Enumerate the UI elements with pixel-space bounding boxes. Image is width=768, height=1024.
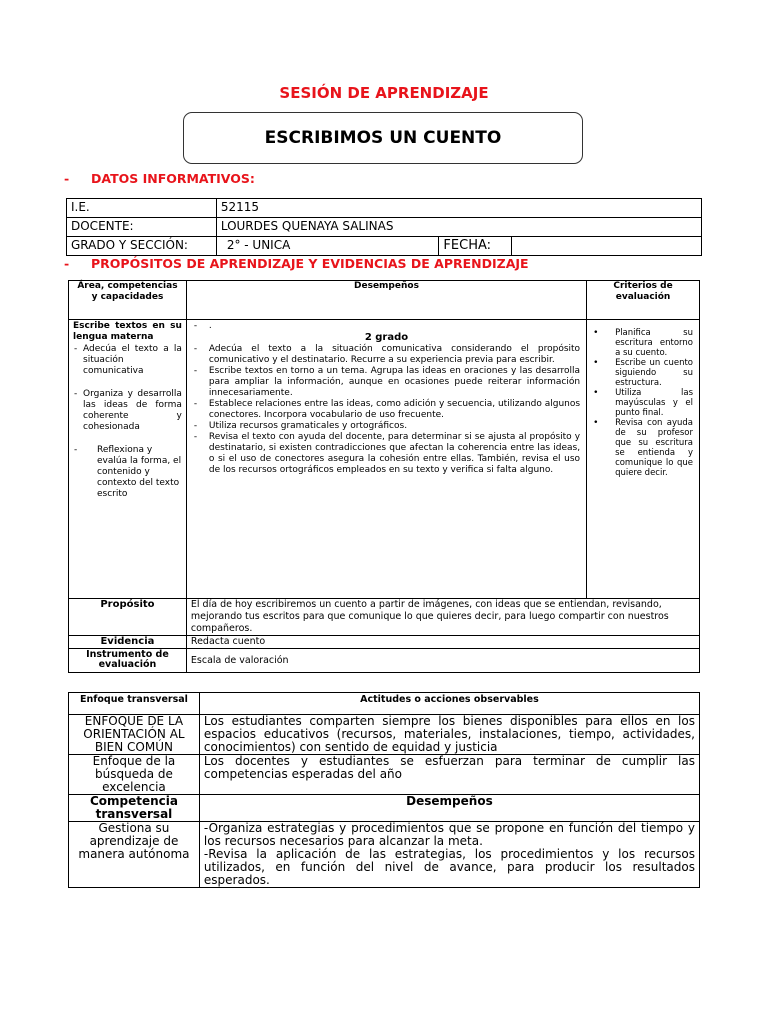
- ie-value: 52115: [216, 199, 701, 218]
- table-header-row: [69, 281, 700, 320]
- col-actitudes: Actitudes o acciones observables: [199, 693, 699, 715]
- list-item: - Adecúa el texto a la situación comunicativa considerando el propósito comunicativo y el destinatario. Recurre a su experiencia previa para escribir.: [193, 344, 580, 366]
- list-item: • Planifica su escritura entorno a su cuento.: [589, 328, 693, 358]
- table-row: [69, 320, 700, 599]
- desempeno-line: -Revisa la aplicación de las estrategias, los procedimientos y los recursos utilizados, en función del nivel de avance, para producir los resultados esperados.: [203, 847, 695, 887]
- grado-heading: 2 grado: [364, 332, 409, 343]
- table-row: [69, 715, 700, 755]
- session-title: SESIÓN DE APRENDIZAJE: [279, 84, 489, 102]
- main-title: ESCRIBIMOS UN CUENTO: [264, 128, 502, 148]
- grado-label: GRADO Y SECCIÓN:: [67, 237, 217, 256]
- competencia-value: Gestiona su aprendizaje de manera autónoma: [69, 822, 200, 888]
- enfoque-actitud: Los docentes y estudiantes se esfuerzan para terminar de cumplir las competencias esperadas del año: [199, 755, 699, 795]
- criterios-cell: [587, 320, 700, 599]
- list-item: - Establece relaciones entre las ideas, como adición y secuencia, utilizando algunos conectores. Incorpora vocabulario de uso frecuente.: [193, 399, 580, 421]
- col-criterios: Criterios de evaluación: [587, 281, 700, 320]
- col-enfoque: Enfoque transversal: [69, 693, 200, 715]
- list-item: - Reflexiona y evalúa la forma, el contenido y contexto del texto escrito: [73, 445, 182, 500]
- desempenos-list: [193, 344, 580, 476]
- table-row: [69, 822, 700, 888]
- ie-label: I.E.: [67, 199, 217, 218]
- table-header-row: [69, 795, 700, 822]
- proposito-label: Propósito: [69, 599, 187, 636]
- fecha-label: FECHA:: [439, 237, 512, 256]
- fecha-value: [512, 237, 702, 256]
- propositos-heading-dash: -: [64, 256, 70, 271]
- table-row: [69, 636, 700, 649]
- evidencia-label: Evidencia: [69, 636, 187, 649]
- competencia-desempenos: [199, 822, 699, 888]
- col-area: Área, competencias y capacidades: [69, 281, 187, 320]
- table-row: [67, 218, 702, 237]
- list-item: • Revisa con ayuda de su profesor que su escritura se entienda y comunique lo que quiere decir.: [589, 418, 693, 478]
- enfoque-actitud: Los estudiantes comparten siempre los bienes disponibles para ellos en los espacios educativos (recursos, materiales, instalaciones, tiempo, actividades, conocimientos) con sentido de equidad y justicia: [199, 715, 699, 755]
- grado-value: 2° - UNICA: [216, 237, 439, 256]
- desempenos-cell: [186, 320, 586, 599]
- docente-label: DOCENTE:: [67, 218, 217, 237]
- datos-heading-dash: -: [64, 171, 70, 186]
- enfoque-name: ENFOQUE DE LA ORIENTACIÓN AL BIEN COMÚN: [69, 715, 200, 755]
- propositos-heading-text: PROPÓSITOS DE APRENDIZAJE Y EVIDENCIAS DE APRENDIZAJE: [91, 256, 529, 271]
- table-row: [69, 649, 700, 673]
- col-desempenos: Desempeños: [186, 281, 586, 320]
- enfoque-name: Enfoque de la búsqueda de excelencia: [69, 755, 200, 795]
- enfoques-table: [68, 692, 700, 888]
- table-row: [69, 755, 700, 795]
- list-item: • Utiliza las mayúsculas y el punto final.: [589, 388, 693, 418]
- area-cell: [69, 320, 187, 599]
- instrumento-label: Instrumento de evaluación: [69, 649, 187, 673]
- datos-table: [66, 198, 702, 256]
- capacidades-list: [73, 344, 182, 500]
- table-row: [67, 199, 702, 218]
- table-header-row: [69, 693, 700, 715]
- list-item: - Utiliza recursos gramaticales y ortográficos.: [193, 421, 580, 432]
- datos-heading: [64, 171, 255, 186]
- proposito-value: El día de hoy escribiremos un cuento a partir de imágenes, con ideas que se entiendan, revisando, mejorando tus escritos para que comunique lo que quieres decir, para luego compartir con nuestros compañeros.: [186, 599, 699, 636]
- col-competencia: Competencia transversal: [69, 795, 200, 822]
- desempeno-first-list: [193, 321, 580, 332]
- list-item: - Organiza y desarrolla las ideas de forma coherente y cohesionada: [73, 389, 182, 433]
- propositos-table: [68, 280, 700, 673]
- list-item: • Escribe un cuento siguiendo su estructura.: [589, 358, 693, 388]
- main-title-box: [183, 112, 583, 164]
- instrumento-value: Escala de valoración: [186, 649, 699, 673]
- list-item: - Revisa el texto con ayuda del docente, para determinar si se ajusta al propósito y destinatario, si existen contradicciones que afectan la coherencia entre las ideas, o si el uso de conectores asegura la cohesión entre ellas. También, revisa el uso de los recursos ortográficos empleados en su texto y verifica si falta alguno.: [193, 432, 580, 476]
- table-row: [69, 599, 700, 636]
- criterios-list: [589, 328, 693, 478]
- competencia-name: Escribe textos en su lengua materna: [73, 321, 182, 342]
- docente-value: LOURDES QUENAYA SALINAS: [216, 218, 701, 237]
- list-item: - Adecúa el texto a la situación comunicativa: [73, 344, 182, 377]
- col-desempenos-2: Desempeños: [199, 795, 699, 822]
- desempeno-line: -Organiza estrategias y procedimientos que se propone en función del tiempo y los recursos necesarios para alcanzar la meta.: [203, 821, 695, 848]
- propositos-heading: [64, 256, 529, 271]
- evidencia-value: Redacta cuento: [186, 636, 699, 649]
- list-item: - Escribe textos en torno a un tema. Agrupa las ideas en oraciones y las desarrolla para ampliar la información, aunque en ocasiones puede reiterar información innecesariamente.: [193, 366, 580, 399]
- datos-heading-text: DATOS INFORMATIVOS:: [91, 171, 255, 186]
- table-row: [67, 237, 702, 256]
- list-item: - .: [193, 321, 580, 332]
